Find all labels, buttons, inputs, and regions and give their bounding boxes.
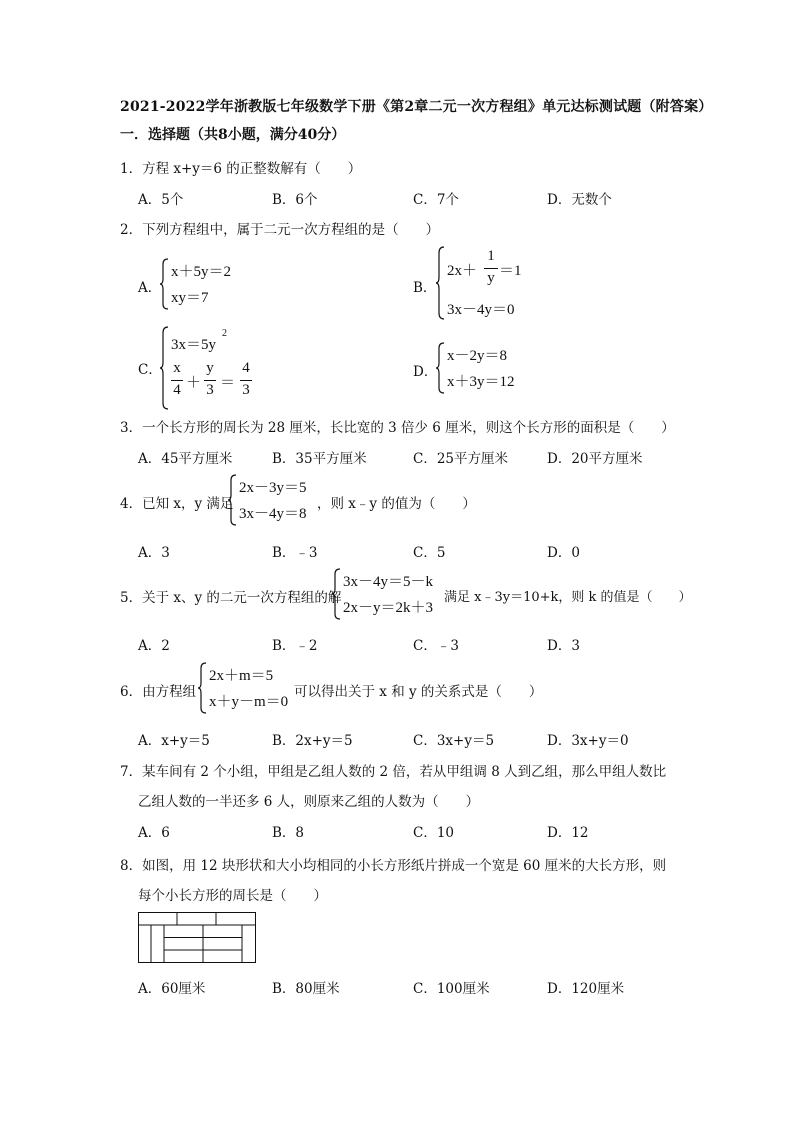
q6-eq-2: x＋y－m＝0 (209, 694, 289, 710)
q1-option-c: C．7个 (413, 192, 459, 208)
question-5-stem-pre: 5．关于 x、y 的二元一次方程组的解 (120, 590, 342, 606)
left-brace-icon (160, 258, 170, 310)
q2c-frac1-num: x (173, 360, 181, 376)
q5-option-d: D．3 (547, 638, 580, 654)
q4-option-b: B．﹣3 (272, 545, 318, 561)
question-8-stem-line-2: 每个小长方形的周长是（ ） (138, 888, 327, 904)
q5-eq-2: 2x－y＝2k＋3 (343, 600, 434, 616)
question-8-stem-line-1: 8．如图，用 12 块形状和大小均相同的小长方形纸片拼成一个宽是 60 厘米的大长方形，则 (120, 858, 667, 874)
q4-eq-1: 2x－3y＝5 (239, 480, 307, 496)
q2d-eq-1: x－2y＝8 (447, 348, 508, 364)
q2c-frac2-bar (204, 380, 216, 381)
question-3-stem: 3．一个长方形的周长为 28 厘米，长比宽的 3 倍少 6 厘米，则这个长方形的面积是（ ） (120, 420, 675, 436)
q4-eq-2: 3x－4y＝8 (239, 506, 307, 522)
q2c-frac2-den: 3 (206, 382, 214, 398)
q4-option-d: D．0 (547, 545, 580, 561)
q6-option-b: B．2x+y＝5 (272, 733, 353, 749)
question-2-stem: 2．下列方程组中，属于二元一次方程组的是（ ） (120, 222, 440, 238)
section-heading: 一．选择题（共8小题，满分40分） (120, 127, 346, 143)
q2c-frac3-num: 4 (242, 360, 250, 376)
question-6-stem-pre: 6．由方程组 (120, 684, 197, 700)
q7-option-a: A．6 (138, 825, 170, 841)
q7-option-b: B．8 (272, 825, 305, 841)
q5-eq-1: 3x－4y＝5－k (343, 574, 434, 590)
left-brace-icon (198, 662, 208, 714)
q2-option-c-system (160, 326, 270, 410)
q1-option-d: D．无数个 (547, 192, 612, 208)
q2a-eq-1: x＋5y＝2 (171, 264, 232, 280)
question-7-stem-line-1: 7．某车间有 2 个小组，甲组是乙组人数的 2 倍，若从甲组调 8 人到乙组，那么甲组人数比 (120, 764, 667, 780)
q2-option-c-label: C． (138, 362, 162, 378)
q2-option-a-label: A． (138, 280, 162, 296)
q1-option-a: A．5个 (138, 192, 184, 208)
q6-option-a: A．x+y＝5 (138, 733, 210, 749)
q3-option-a: A．45平方厘米 (138, 451, 233, 467)
q2-option-d-label: D． (413, 364, 438, 380)
q4-system (228, 474, 323, 526)
q5-system (332, 568, 447, 620)
q7-option-d: D．12 (547, 825, 589, 841)
q2c-eq-1: 3x＝5y (171, 337, 217, 353)
q7-option-c: C．10 (413, 825, 455, 841)
q2c-exponent: 2 (222, 328, 227, 339)
q2-option-d-system (436, 342, 546, 394)
q2c-equals: ＝ (220, 375, 236, 391)
q2b-frac-num: 1 (487, 248, 495, 264)
rectangle-tiling-figure (138, 912, 258, 964)
q2c-frac2-num: y (206, 360, 214, 376)
q6-option-d: D．3x+y＝0 (547, 733, 629, 749)
left-brace-icon (160, 326, 170, 410)
page-title: 2021-2022学年浙教版七年级数学下册《第2章二元一次方程组》单元达标测试题（附答案） (120, 99, 713, 115)
q5-option-c: C．﹣3 (413, 638, 459, 654)
q6-eq-1: 2x＋m＝5 (209, 668, 274, 684)
q1-option-b: B．6个 (272, 192, 318, 208)
q2c-plus: ＋ (186, 375, 202, 391)
q3-option-b: B．35平方厘米 (272, 451, 367, 467)
q6-option-c: C．3x+y＝5 (413, 733, 495, 749)
q2-option-b-system (436, 246, 546, 320)
q2-option-b-label: B． (413, 280, 437, 296)
q5-option-b: B．﹣2 (272, 638, 318, 654)
q3-option-d: D．20平方厘米 (547, 451, 643, 467)
q8-option-d: D．120厘米 (547, 981, 625, 997)
q2d-eq-2: x＋3y＝12 (447, 374, 515, 390)
question-7-stem-line-2: 乙组人数的一半还多 6 人，则原来乙组的人数为（ ） (138, 794, 480, 810)
question-4-stem-pre: 4．已知 x，y 满足 (120, 496, 234, 512)
left-brace-icon (228, 474, 238, 526)
q2b-eq-1-right: ＝1 (499, 263, 522, 279)
q2c-frac1-bar (171, 380, 183, 381)
q2b-eq-2: 3x－4y＝0 (447, 302, 515, 318)
q2c-frac1-den: 4 (173, 382, 181, 398)
q2-option-a-system (160, 258, 270, 310)
question-5-stem-post: 满足 x﹣3y＝10+k，则 k 的值是（ ） (444, 590, 692, 605)
q8-option-a: A．60厘米 (138, 981, 206, 997)
q3-option-c: C．25平方厘米 (413, 451, 509, 467)
question-6-stem-post: 可以得出关于 x 和 y 的关系式是（ ） (294, 684, 543, 700)
q2c-frac3-bar (240, 380, 252, 381)
q4-option-c: C．5 (413, 545, 446, 561)
question-4-stem-post: ，则 x﹣y 的值为（ ） (317, 496, 476, 512)
q2c-frac3-den: 3 (242, 382, 250, 398)
q6-system (198, 662, 298, 714)
q4-option-a: A．3 (138, 545, 170, 561)
q2a-eq-2: xy＝7 (171, 290, 209, 306)
left-brace-icon (332, 568, 342, 620)
left-brace-icon (436, 342, 446, 394)
question-1-stem: 1．方程 x+y＝6 的正整数解有（ ） (120, 161, 362, 177)
q2b-frac-den: y (487, 270, 495, 286)
q8-option-b: B．80厘米 (272, 981, 340, 997)
q5-option-a: A．2 (138, 638, 170, 654)
q2b-frac-bar (484, 268, 498, 269)
left-brace-icon (436, 246, 446, 320)
q8-option-c: C．100厘米 (413, 981, 490, 997)
q2b-eq-1-left: 2x＋ (447, 263, 478, 279)
